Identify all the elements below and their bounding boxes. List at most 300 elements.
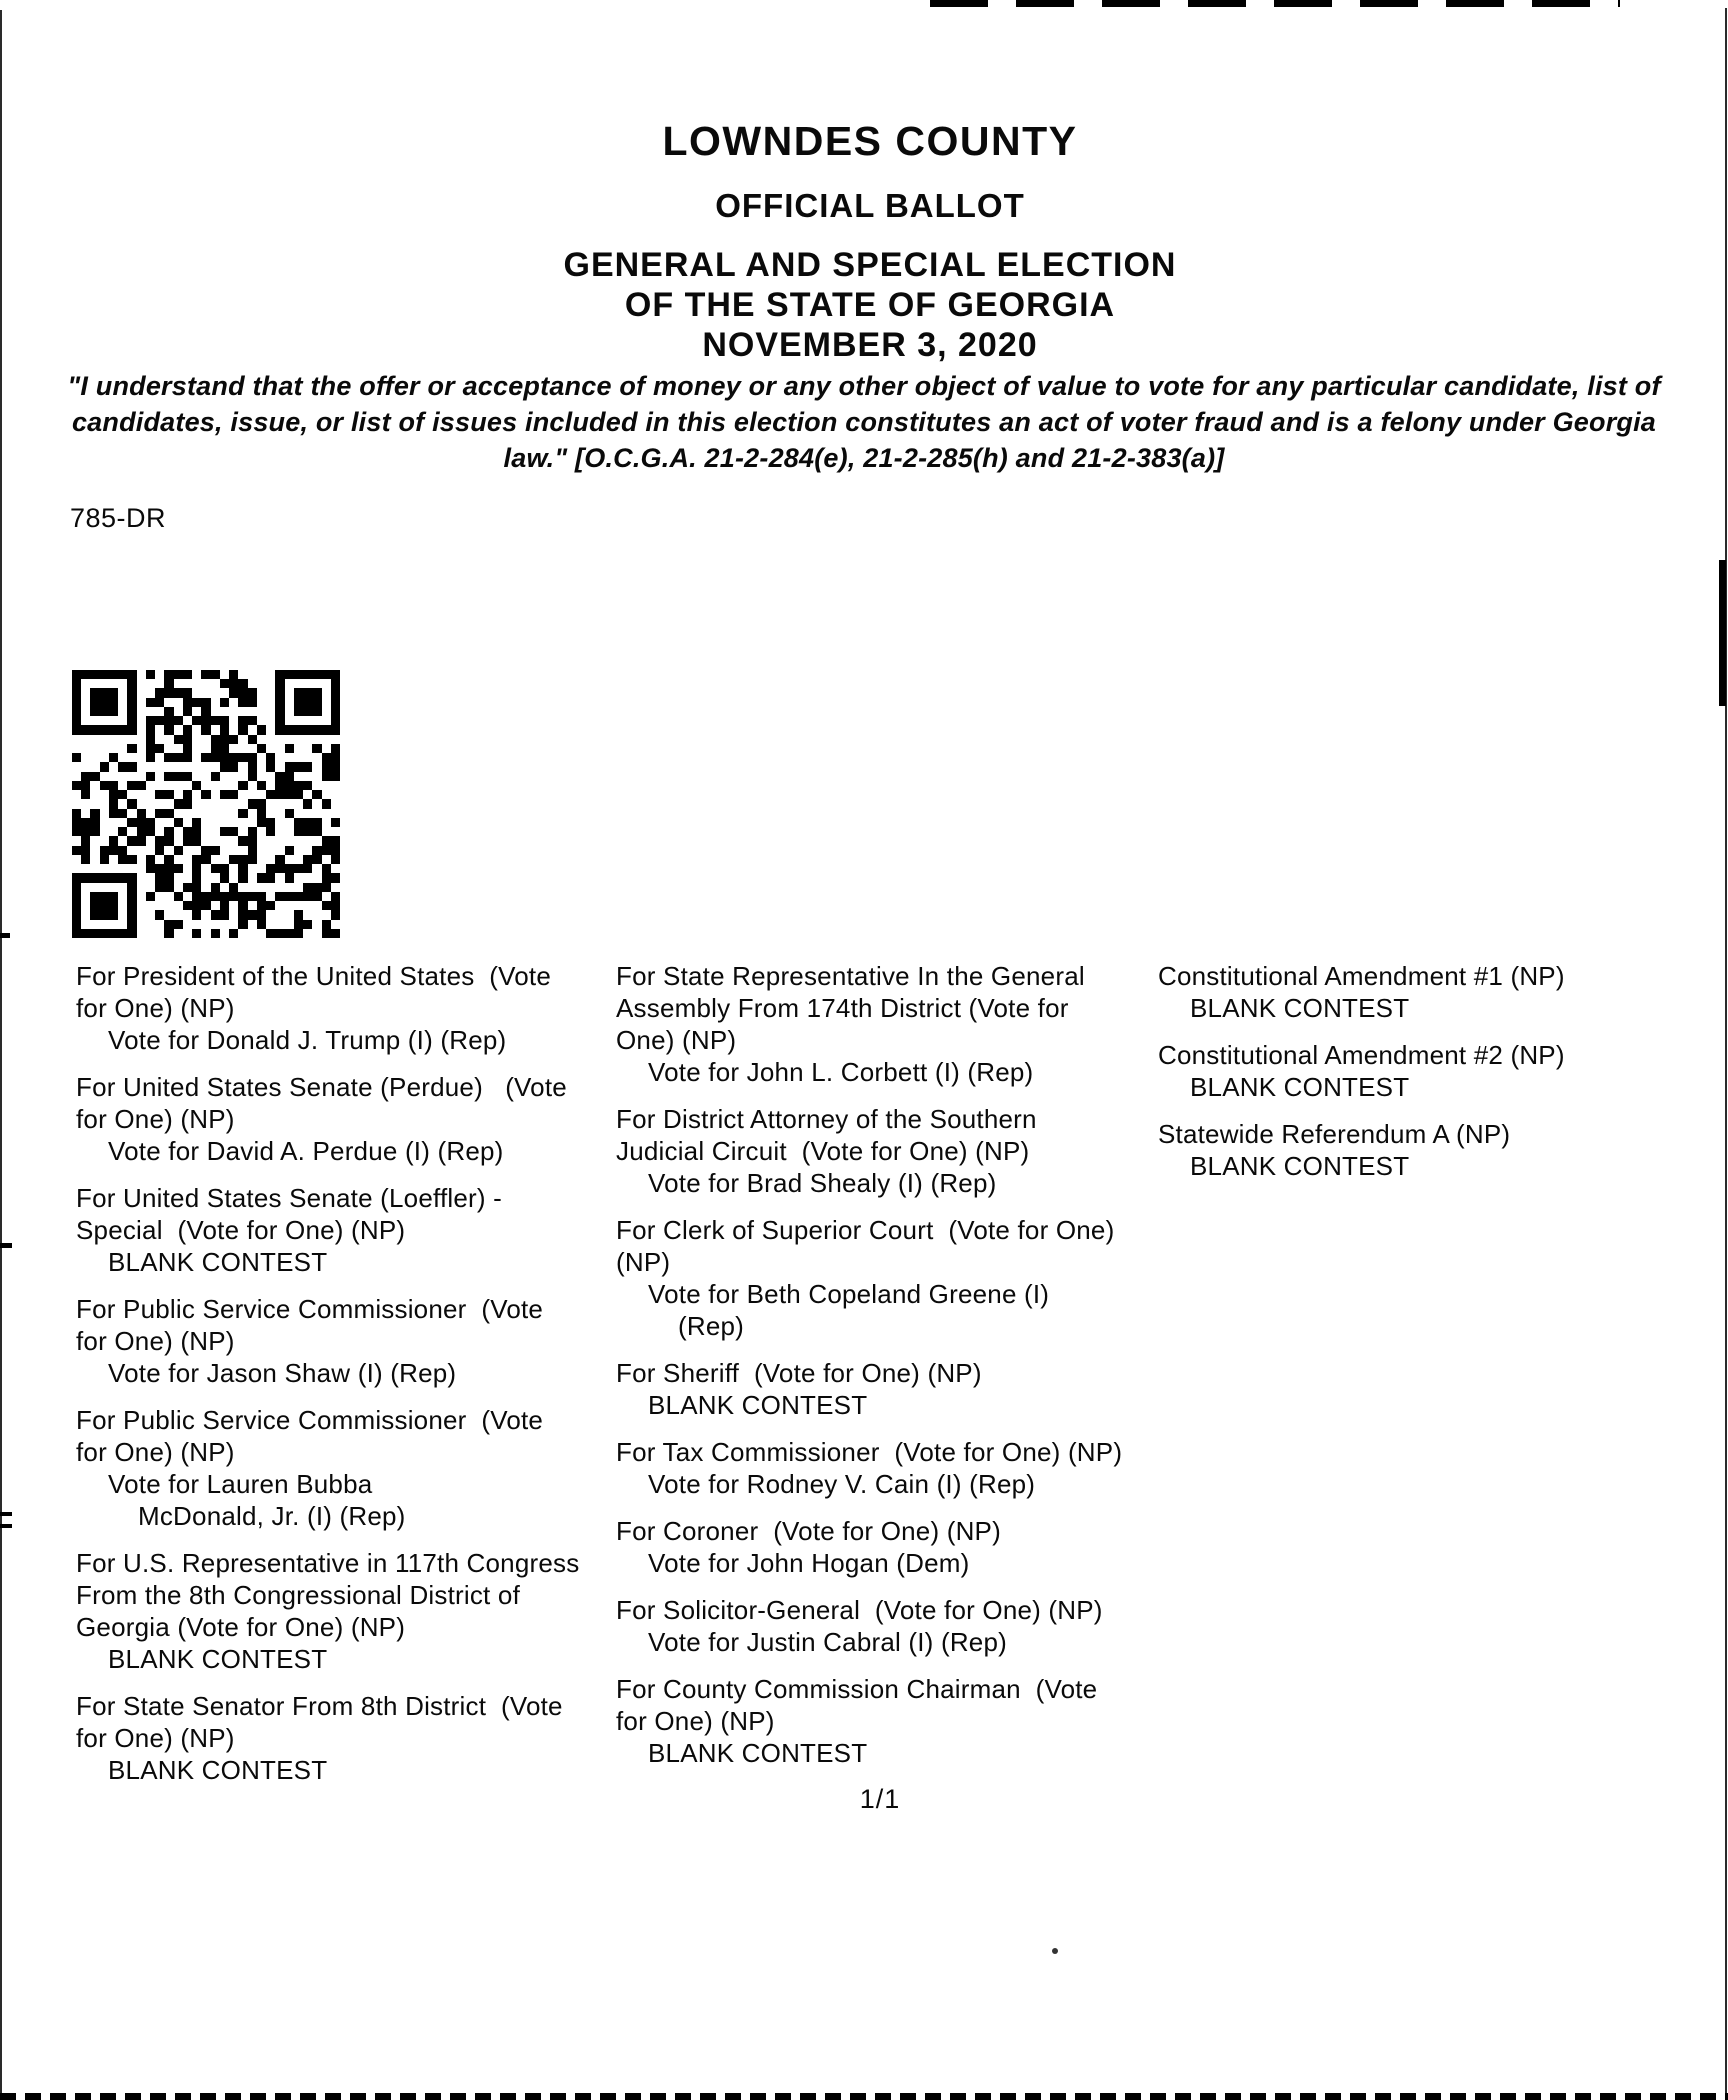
contest-title-line: for One) (NP): [76, 1723, 235, 1753]
qr-module: [72, 836, 81, 845]
qr-module: [248, 855, 257, 864]
qr-module: [275, 735, 284, 744]
qr-module: [303, 781, 312, 790]
election-title-line2: OF THE STATE OF GEORGIA: [624, 286, 1116, 324]
qr-module: [192, 772, 201, 781]
qr-module: [266, 855, 275, 864]
qr-module: [229, 864, 238, 873]
qr-module: [248, 818, 257, 827]
qr-module: [183, 920, 192, 929]
qr-module: [266, 846, 275, 855]
qr-module: [294, 892, 303, 901]
qr-module: [303, 772, 312, 781]
qr-module: [294, 864, 303, 873]
qr-module: [266, 762, 275, 771]
qr-module: [285, 799, 294, 808]
qr-module: [100, 892, 109, 901]
qr-module: [192, 855, 201, 864]
selection-line: Vote for Justin Cabral (I) (Rep): [648, 1627, 1007, 1657]
qr-module: [118, 846, 127, 855]
qr-module: [90, 855, 99, 864]
qr-module: [257, 920, 266, 929]
qr-module: [192, 846, 201, 855]
qr-module: [220, 753, 229, 762]
qr-module: [211, 772, 220, 781]
qr-module: [238, 679, 247, 688]
qr-module: [211, 707, 220, 716]
qr-module: [127, 670, 136, 679]
qr-module: [146, 772, 155, 781]
qr-module: [100, 725, 109, 734]
qr-module: [127, 809, 136, 818]
qr-module: [146, 735, 155, 744]
qr-module: [211, 901, 220, 910]
qr-module: [294, 883, 303, 892]
qr-module: [72, 901, 81, 910]
qr-module: [183, 781, 192, 790]
qr-module: [229, 910, 238, 919]
qr-module: [174, 920, 183, 929]
selection-line: Vote for Jason Shaw (I) (Rep): [108, 1358, 457, 1388]
qr-module: [201, 910, 210, 919]
qr-module: [127, 836, 136, 845]
qr-module: [312, 864, 321, 873]
qr-module: [294, 873, 303, 882]
qr-module: [248, 753, 257, 762]
contest: [616, 1436, 1122, 1500]
qr-module: [183, 725, 192, 734]
qr-module: [331, 901, 340, 910]
qr-module: [331, 790, 340, 799]
qr-module: [174, 799, 183, 808]
qr-module: [211, 883, 220, 892]
qr-module: [312, 698, 321, 707]
qr-module: [303, 910, 312, 919]
qr-module: [238, 725, 247, 734]
selection-line: Vote for Beth Copeland Greene (I): [648, 1279, 1050, 1309]
qr-module: [81, 744, 90, 753]
qr-module: [146, 892, 155, 901]
qr-module: [331, 864, 340, 873]
qr-module: [81, 920, 90, 929]
qr-module: [303, 901, 312, 910]
qr-module: [109, 735, 118, 744]
qr-module: [118, 753, 127, 762]
qr-module: [100, 836, 109, 845]
qr-module: [109, 790, 118, 799]
qr-module: [164, 707, 173, 716]
qr-module: [201, 716, 210, 725]
qr-module: [322, 836, 331, 845]
qr-module: [72, 809, 81, 818]
qr-module: [238, 809, 247, 818]
qr-module: [220, 855, 229, 864]
qr-module: [294, 735, 303, 744]
contest-title-line: Constitutional Amendment #1 (NP): [1158, 961, 1565, 991]
qr-module: [127, 901, 136, 910]
contest: [616, 1357, 1122, 1421]
qr-module: [238, 827, 247, 836]
qr-module: [192, 679, 201, 688]
qr-module: [312, 679, 321, 688]
qr-module: [322, 725, 331, 734]
qr-module: [81, 725, 90, 734]
contest-title-line: Assembly From 174th District (Vote for: [616, 993, 1069, 1023]
qr-module: [118, 772, 127, 781]
qr-module: [201, 725, 210, 734]
qr-module: [90, 846, 99, 855]
qr-module: [303, 836, 312, 845]
qr-module: [127, 827, 136, 836]
qr-module: [248, 873, 257, 882]
qr-module: [127, 698, 136, 707]
qr-module: [201, 707, 210, 716]
contest: [76, 960, 579, 1056]
qr-module: [100, 781, 109, 790]
qr-module: [90, 864, 99, 873]
qr-module: [322, 910, 331, 919]
qr-module: [303, 846, 312, 855]
qr-module: [72, 762, 81, 771]
qr-module: [100, 772, 109, 781]
qr-module: [266, 735, 275, 744]
qr-module: [294, 698, 303, 707]
qr-module: [294, 790, 303, 799]
qr-module: [331, 855, 340, 864]
qr-module: [174, 670, 183, 679]
qr-module: [303, 716, 312, 725]
qr-module: [257, 883, 266, 892]
qr-module: [266, 799, 275, 808]
qr-module: [257, 772, 266, 781]
qr-module: [220, 846, 229, 855]
qr-module: [118, 892, 127, 901]
qr-module: [312, 716, 321, 725]
qr-module: [90, 901, 99, 910]
qr-module: [164, 809, 173, 818]
qr-module: [155, 688, 164, 697]
contest: [76, 1182, 579, 1278]
qr-module: [164, 744, 173, 753]
qr-module: [164, 688, 173, 697]
qr-module: [183, 827, 192, 836]
qr-module: [164, 818, 173, 827]
contest-title-line: Constitutional Amendment #2 (NP): [1158, 1040, 1565, 1070]
contest-column-2: [616, 960, 1122, 1784]
qr-module: [90, 781, 99, 790]
qr-module: [109, 772, 118, 781]
qr-module: [72, 818, 81, 827]
qr-module: [118, 855, 127, 864]
qr-module: [220, 790, 229, 799]
qr-module: [155, 670, 164, 679]
qr-module: [211, 790, 220, 799]
qr-module: [257, 781, 266, 790]
qr-module: [266, 707, 275, 716]
qr-module: [201, 781, 210, 790]
qr-module: [137, 818, 146, 827]
qr-module: [146, 910, 155, 919]
qr-module: [257, 855, 266, 864]
qr-module: [211, 688, 220, 697]
qr-module: [137, 883, 146, 892]
qr-module: [229, 809, 238, 818]
contest: [616, 960, 1122, 1088]
qr-module: [257, 827, 266, 836]
qr-module: [275, 781, 284, 790]
qr-module: [118, 725, 127, 734]
qr-module: [220, 772, 229, 781]
qr-module: [118, 883, 127, 892]
qr-module: [322, 846, 331, 855]
qr-module: [127, 744, 136, 753]
qr-module: [155, 790, 164, 799]
qr-module: [183, 836, 192, 845]
qr-module: [109, 744, 118, 753]
qr-module: [100, 698, 109, 707]
qr-module: [146, 846, 155, 855]
qr-module: [303, 864, 312, 873]
qr-module: [229, 735, 238, 744]
qr-module: [201, 864, 210, 873]
qr-module: [146, 873, 155, 882]
qr-module: [248, 735, 257, 744]
qr-module: [312, 707, 321, 716]
qr-module: [257, 809, 266, 818]
qr-module: [118, 688, 127, 697]
qr-module: [275, 772, 284, 781]
qr-module: [285, 883, 294, 892]
qr-module: [248, 892, 257, 901]
qr-module: [183, 744, 192, 753]
qr-module: [192, 753, 201, 762]
qr-module: [72, 790, 81, 799]
contest-title-line: For State Senator From 8th District (Vote: [76, 1691, 563, 1721]
contest-title-line: For County Commission Chairman (Vote: [616, 1674, 1098, 1704]
qr-module: [220, 809, 229, 818]
qr-module: [211, 744, 220, 753]
qr-module: [164, 698, 173, 707]
qr-module: [229, 679, 238, 688]
qr-module: [322, 707, 331, 716]
qr-module: [137, 910, 146, 919]
qr-module: [294, 762, 303, 771]
contest-title-line: for One) (NP): [616, 1706, 775, 1736]
qr-module: [100, 735, 109, 744]
qr-module: [192, 725, 201, 734]
qr-module: [174, 846, 183, 855]
qr-module: [275, 846, 284, 855]
qr-module: [275, 670, 284, 679]
qr-module: [118, 670, 127, 679]
qr-module: [331, 929, 340, 938]
qr-module: [201, 929, 210, 938]
qr-module: [312, 892, 321, 901]
qr-module: [275, 707, 284, 716]
qr-module: [81, 772, 90, 781]
qr-module: [248, 781, 257, 790]
qr-module: [183, 883, 192, 892]
qr-module: [229, 762, 238, 771]
qr-module: [100, 790, 109, 799]
qr-module: [211, 929, 220, 938]
qr-module: [211, 920, 220, 929]
qr-module: [238, 836, 247, 845]
qr-module: [294, 744, 303, 753]
qr-module: [201, 772, 210, 781]
qr-module: [127, 707, 136, 716]
selection-line: Vote for Brad Shealy (I) (Rep): [648, 1168, 997, 1198]
qr-module: [174, 753, 183, 762]
qr-module: [229, 901, 238, 910]
qr-module: [303, 920, 312, 929]
qr-module: [127, 735, 136, 744]
qr-module: [275, 698, 284, 707]
contest: [616, 1594, 1122, 1658]
qr-module: [81, 846, 90, 855]
qr-module: [72, 744, 81, 753]
qr-module: [155, 744, 164, 753]
qr-module: [100, 670, 109, 679]
qr-module: [146, 688, 155, 697]
qr-module: [146, 698, 155, 707]
contest-title-line: For Solicitor-General (Vote for One) (NP): [616, 1595, 1103, 1625]
qr-module: [137, 762, 146, 771]
contest: [616, 1515, 1122, 1579]
qr-module: [100, 827, 109, 836]
qr-module: [72, 670, 81, 679]
contest: [76, 1690, 579, 1786]
qr-module: [331, 744, 340, 753]
qr-module: [229, 846, 238, 855]
qr-module: [174, 698, 183, 707]
qr-module: [137, 688, 146, 697]
qr-module: [164, 827, 173, 836]
official-ballot-title: OFFICIAL BALLOT: [715, 187, 1025, 224]
qr-module: [275, 809, 284, 818]
qr-module: [81, 790, 90, 799]
qr-module: [285, 670, 294, 679]
qr-module: [211, 892, 220, 901]
qr-module: [312, 799, 321, 808]
contest-title-line: From the 8th Congressional District of: [76, 1580, 520, 1610]
qr-module: [248, 920, 257, 929]
qr-module: [118, 679, 127, 688]
qr-module: [229, 688, 238, 697]
qr-module: [275, 827, 284, 836]
qr-module: [294, 679, 303, 688]
qr-module: [322, 790, 331, 799]
qr-module: [90, 735, 99, 744]
qr-module: [155, 735, 164, 744]
qr-module: [100, 818, 109, 827]
qr-module: [109, 836, 118, 845]
qr-module: [183, 892, 192, 901]
qr-module: [183, 873, 192, 882]
qr-module: [146, 901, 155, 910]
qr-module: [174, 707, 183, 716]
qr-module: [266, 772, 275, 781]
qr-module: [174, 910, 183, 919]
qr-module: [229, 855, 238, 864]
qr-module: [183, 929, 192, 938]
qr-module: [201, 698, 210, 707]
qr-module: [238, 892, 247, 901]
qr-module: [285, 725, 294, 734]
qr-module: [72, 846, 81, 855]
qr-module: [192, 698, 201, 707]
qr-module: [90, 818, 99, 827]
qr-module: [238, 910, 247, 919]
qr-module: [331, 707, 340, 716]
qr-module: [137, 781, 146, 790]
qr-module: [174, 818, 183, 827]
contest-title-line: (NP): [616, 1247, 671, 1277]
qr-module: [211, 864, 220, 873]
qr-module: [118, 707, 127, 716]
qr-module: [183, 772, 192, 781]
page-number: 1/1: [859, 1784, 901, 1814]
qr-module: [285, 892, 294, 901]
qr-module: [90, 753, 99, 762]
qr-module: [312, 688, 321, 697]
qr-module: [164, 790, 173, 799]
qr-module: [155, 679, 164, 688]
qr-module: [285, 698, 294, 707]
qr-module: [312, 827, 321, 836]
qr-module: [331, 716, 340, 725]
qr-module: [146, 855, 155, 864]
qr-module: [164, 753, 173, 762]
qr-module: [81, 836, 90, 845]
contest: [1158, 1039, 1565, 1103]
qr-module: [109, 846, 118, 855]
qr-module: [266, 920, 275, 929]
qr-module: [127, 716, 136, 725]
qr-module: [266, 670, 275, 679]
qr-module: [90, 827, 99, 836]
qr-module: [211, 735, 220, 744]
qr-module: [183, 901, 192, 910]
qr-module: [109, 855, 118, 864]
qr-module: [127, 799, 136, 808]
selection-line: Vote for David A. Perdue (I) (Rep): [108, 1136, 504, 1166]
qr-module: [81, 892, 90, 901]
qr-module: [201, 809, 210, 818]
qr-module: [146, 799, 155, 808]
qr-module: [192, 929, 201, 938]
qr-module: [331, 809, 340, 818]
qr-module: [72, 679, 81, 688]
qr-module: [201, 883, 210, 892]
qr-module: [257, 818, 266, 827]
qr-module: [220, 744, 229, 753]
qr-module: [118, 735, 127, 744]
qr-module: [192, 873, 201, 882]
qr-module: [238, 883, 247, 892]
qr-module: [72, 855, 81, 864]
qr-module: [303, 799, 312, 808]
qr-module: [211, 698, 220, 707]
qr-module: [127, 873, 136, 882]
qr-module: [275, 929, 284, 938]
qr-module: [100, 910, 109, 919]
qr-module: [275, 883, 284, 892]
qr-module: [174, 929, 183, 938]
qr-module: [155, 716, 164, 725]
qr-module: [312, 725, 321, 734]
qr-module: [183, 679, 192, 688]
